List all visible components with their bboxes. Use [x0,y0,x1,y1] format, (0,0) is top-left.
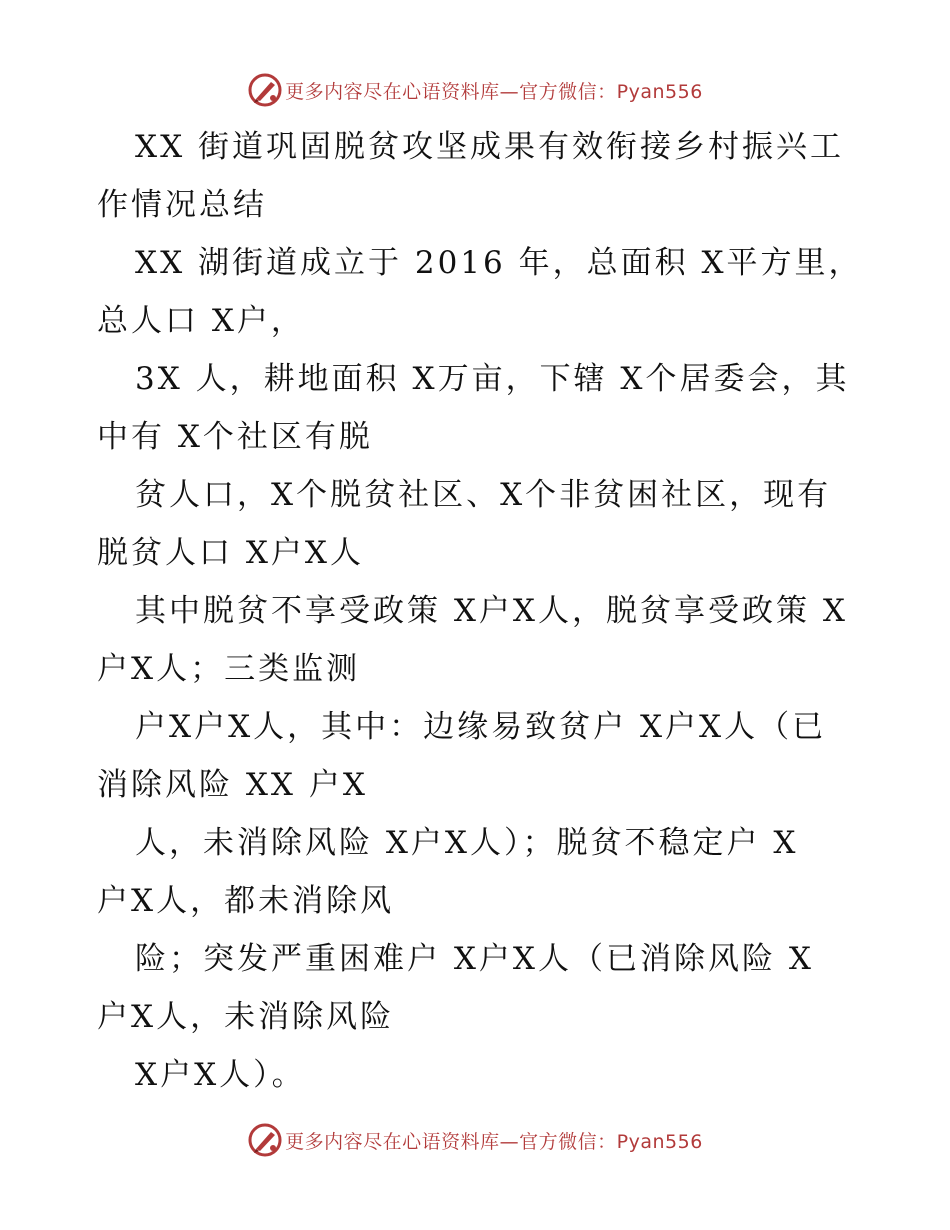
text-line: 作情况总结 [97,187,267,223]
paragraph [97,814,857,930]
text-line: 其中脱贫不享受政策 X户X人，脱贫享受政策 X [135,593,848,629]
text-line: XX 街道巩固脱贫攻坚成果有效衔接乡村振兴工 [135,129,844,165]
paragraph-title [97,118,857,234]
text-line: 中有 X个社区有脱 [97,419,373,455]
text-line: 户X户X人，其中：边缘易致贫户 X户X人（已 [135,709,827,745]
document-body [97,118,863,1104]
text-line: 人，未消除风险 X户X人）；脱贫不稳定户 X [135,825,799,861]
paragraph [97,350,857,466]
paragraph [97,930,857,1046]
text-line: XX 湖街道成立于 2016 年，总面积 X平方里， [135,245,863,281]
text-line: 脱贫人口 X户X人 [97,535,364,571]
text-line: X户X人）。 [135,1057,306,1093]
footer-watermark [0,1120,950,1160]
paragraph [97,466,857,582]
watermark-text: 更多内容尽在心语资料库—官方微信：Pyan556 [285,80,703,103]
text-line: 总人口 X户， [97,303,305,339]
text-line: 消除风险 XX 户X [97,767,368,803]
text-line: 3X 人，耕地面积 X万亩，下辖 X个居委会，其 [135,361,850,397]
text-line: 贫人口，X个脱贫社区、X个非贫困社区，现有 [135,477,832,513]
text-line: 户X人，都未消除风 [97,883,395,919]
text-line: 户X人，未消除风险 [97,999,395,1035]
paragraph [97,582,857,698]
header-watermark [0,70,950,110]
text-line: 户X人；三类监测 [97,651,361,687]
pen-logo-icon [247,1122,283,1158]
text-line: 险；突发严重困难户 X户X人（已消除风险 X [135,941,814,977]
pen-logo-icon [247,72,283,108]
paragraph [97,1046,857,1104]
paragraph [97,698,857,814]
paragraph [97,234,863,350]
watermark-text: 更多内容尽在心语资料库—官方微信：Pyan556 [285,1130,703,1153]
